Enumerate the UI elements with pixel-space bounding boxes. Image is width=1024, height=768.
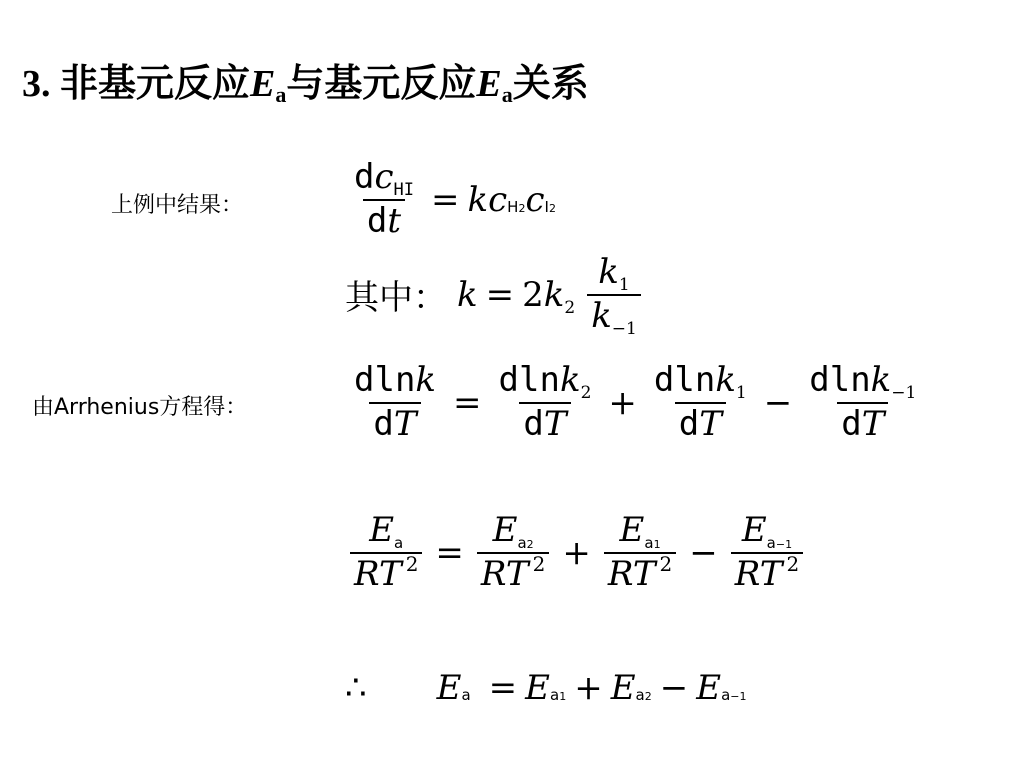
fraction-dlnk-1: $\frac{dlnk_{-1}}{dT}$ <box>809 360 917 444</box>
equation-therefore: ∴ E a = E a1 + E a2 − E a−1 <box>345 668 747 708</box>
fraction-k1-k-1: $\frac{k_1}{k_{-1}}$ <box>587 255 641 334</box>
title-symbol-2: E <box>476 63 502 105</box>
fraction-ea1: $\frac{E_{a1}}{RT ^2}$ <box>604 513 676 592</box>
fraction-dlnk: $\frac{dlnk}{dT}$ <box>354 360 437 444</box>
fraction-dlnk1: $\frac{dlnk_1}{dT}$ <box>653 360 747 444</box>
therefore-symbol: ∴ <box>345 668 367 708</box>
equation-rate-law: $\frac{dc_{HI}}{dt}$ = k c H2 c I2 <box>345 160 556 239</box>
equation-k-definition: 其中： k = $2k_2$ $\frac{k_1}{k_{-1}}$ <box>345 255 646 334</box>
title-symbol-1: E <box>250 63 276 105</box>
title-middle: 与基元反应 <box>286 63 477 105</box>
title-subscript-1: a <box>275 82 287 107</box>
fraction-ea-1: $\frac{E_{a-1}}{RT ^2}$ <box>731 513 803 592</box>
equation-ea-rt2: $\frac{E_a}{RT ^2}$ = $\frac{E_{a2}}{RT ^2}$ + $\frac{E_{a1}}{RT ^2}$ − $\frac{E_{a-1}}{RT ^2}$ <box>345 513 808 592</box>
title-prefix: 3. 非基元反应 <box>22 63 251 105</box>
label-result: 上例中结果： <box>111 193 244 218</box>
title-subscript-2: a <box>501 82 513 107</box>
fraction-ea2: $\frac{E_{a2}}{RT ^2}$ <box>477 513 549 592</box>
slide-title <box>22 52 589 108</box>
fraction-dlnk2: $\frac{dlnk_2}{dT}$ <box>498 360 592 444</box>
fraction-ea: $\frac{E_a}{RT ^2}$ <box>350 513 422 592</box>
label-where: 其中： <box>345 278 447 319</box>
title-suffix: 关系 <box>512 63 589 105</box>
label-arrhenius: 由Arrhenius方程得： <box>32 395 248 420</box>
equation-dlnk-dT: $\frac{dlnk}{dT}$ = $\frac{dlnk_2}{dT}$ + $\frac{dlnk_1}{dT}$ − $\frac{dlnk_{-1}}{dT}$ <box>345 363 925 442</box>
fraction-dc-dt: $\frac{dc_{HI}}{dt}$ <box>354 157 415 241</box>
